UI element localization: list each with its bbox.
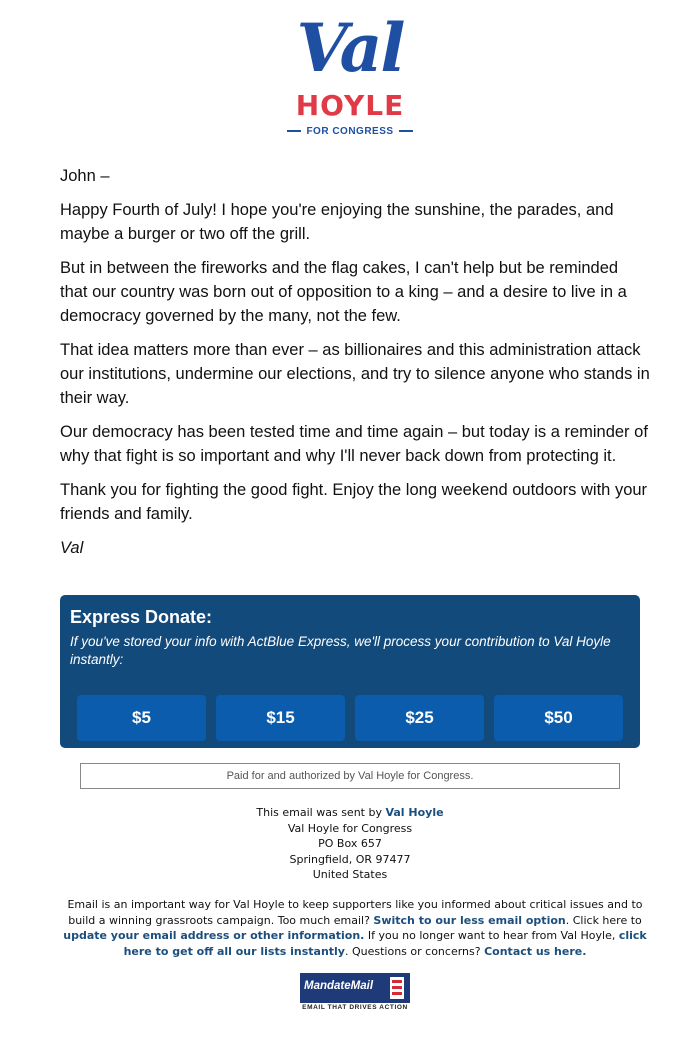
donate-15-button[interactable]: $15 — [216, 695, 345, 741]
signature: Val — [60, 539, 84, 557]
paragraph: Our democracy has been tested time and time again – but today is a reminder of why that fight is so important and why I'll never back down from protecting it. — [60, 423, 648, 465]
sender-link[interactable]: Val Hoyle — [385, 806, 444, 819]
paragraph: That idea matters more than ever – as billionaires and this administration attack our institutions, undermine our elections, and try to silence anyone who stands in their way. — [60, 341, 650, 407]
update-email-link[interactable]: update your email address or other information. — [63, 929, 365, 942]
badge-banner — [300, 973, 410, 1003]
address-city: Springfield, OR 97477 — [289, 852, 411, 866]
donate-50-button[interactable]: $50 — [494, 695, 623, 741]
footer-text: Email is an important way for Val Hoyle to keep supporters like you informed about critical issues and to build a winning grassroots campaign. Too much email? — [67, 898, 643, 927]
donate-5-button[interactable]: $5 — [77, 695, 206, 741]
badge-name: MandateMail — [304, 980, 374, 992]
logo-surname: HOYLE — [295, 89, 405, 122]
contact-link[interactable]: Contact us here. — [484, 944, 587, 958]
paid-for-disclaimer: Paid for and authorized by Val Hoyle for Congress. — [80, 763, 620, 789]
donate-title: Express Donate: — [70, 607, 213, 627]
email-footer — [55, 897, 655, 959]
paragraph: But in between the fireworks and the flag cakes, I can't help but be reminded that our country was born out of opposition to a king – and a desire to live in a democracy governed by the many, not the few. — [60, 259, 627, 325]
letter-body — [60, 164, 650, 570]
address-po-box: PO Box 657 — [318, 837, 382, 850]
express-donate-panel — [60, 595, 640, 748]
donate-25-button[interactable]: $25 — [355, 695, 484, 741]
flag-icon — [390, 977, 404, 999]
sender-address — [0, 805, 700, 883]
logo-tagline-text: FOR CONGRESS — [306, 126, 394, 137]
paragraph: Happy Fourth of July! I hope you're enjoying the sunshine, the parades, and maybe a burger or two off the grill. — [60, 201, 614, 243]
address-org: Val Hoyle for Congress — [287, 821, 413, 835]
unsubscribe-link[interactable]: click here to get off all our lists instantly — [123, 929, 647, 958]
less-email-link[interactable]: Switch to our less email option — [373, 913, 566, 927]
paragraph: Thank you for fighting the good fight. Enjoy the long weekend outdoors with your friends and family. — [60, 481, 648, 523]
logo-first-name: Val — [296, 9, 404, 87]
footer-text: . Click here to — [565, 913, 642, 927]
campaign-logo — [270, 8, 430, 143]
donate-description: If you've stored your info with ActBlue Express, we'll process your contribution to Val Hoyle instantly: — [70, 634, 611, 667]
greeting: John – — [60, 167, 110, 185]
mandatemail-badge[interactable] — [300, 973, 410, 1015]
address-country: United States — [312, 868, 388, 881]
sent-by-label: This email was sent by — [256, 806, 382, 819]
footer-text: If you no longer want to hear from Val Hoyle, — [367, 929, 616, 942]
footer-text: . Questions or concerns? — [344, 944, 481, 958]
badge-tagline: EMAIL THAT DRIVES ACTION — [302, 1004, 408, 1011]
logo-tagline — [270, 126, 430, 137]
